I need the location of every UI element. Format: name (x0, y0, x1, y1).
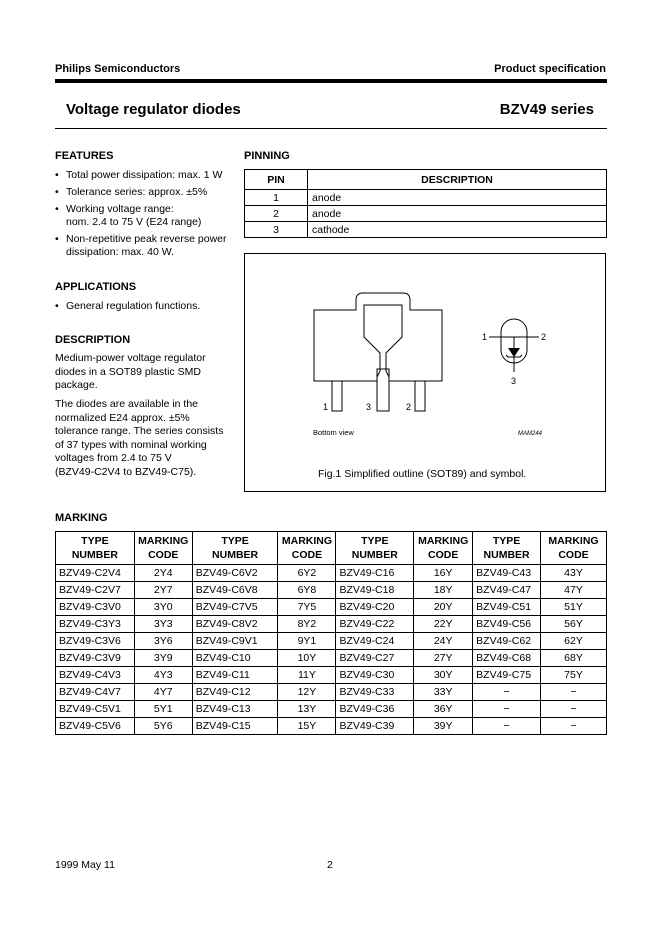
figure-code: MAM244 (518, 431, 543, 437)
table-cell: BZV49-C68 (473, 650, 541, 667)
table-cell: 27Y (414, 650, 473, 667)
table-cell: BZV49-C3V0 (56, 599, 135, 616)
document-type: Product specification (494, 63, 606, 75)
page-title: Voltage regulator diodes (66, 101, 241, 118)
column-header: TYPE NUMBER (56, 532, 135, 565)
table-row (56, 599, 607, 616)
footer-date: 1999 May 11 (55, 859, 115, 871)
pinning-table (244, 169, 607, 238)
table-cell: BZV49-C5V6 (56, 718, 135, 735)
table-cell: 68Y (541, 650, 607, 667)
table-cell: BZV49-C11 (192, 667, 278, 684)
table-cell: 12Y (278, 684, 336, 701)
table-cell: BZV49-C16 (336, 565, 414, 582)
column-header: MARKING CODE (134, 532, 192, 565)
table-cell: 62Y (541, 633, 607, 650)
table-row (56, 684, 607, 701)
table-cell: BZV49-C4V7 (56, 684, 135, 701)
table-cell: BZV49-C43 (473, 565, 541, 582)
table-row (56, 565, 607, 582)
table-cell: 13Y (278, 701, 336, 718)
table-cell: 3Y0 (134, 599, 192, 616)
feature-item: • Total power dissipation: max. 1 W (55, 169, 223, 181)
figure-caption: Fig.1 Simplified outline (SOT89) and symbol. (318, 468, 527, 480)
sot89-outline-diagram (244, 253, 606, 492)
description-column-header: DESCRIPTION (308, 170, 607, 190)
table-row: 2 anode (245, 206, 607, 222)
table-cell: 24Y (414, 633, 473, 650)
table-cell: 2Y7 (134, 582, 192, 599)
table-cell: BZV49-C3Y3 (56, 616, 135, 633)
feature-item: • Working voltage range: nom. 2.4 to 75 V (E24 range) (55, 203, 202, 228)
table-cell: BZV49-C6V2 (192, 565, 278, 582)
list-item: • General regulation functions. (55, 300, 201, 312)
table-cell: 7Y5 (278, 599, 336, 616)
table-cell: 33Y (414, 684, 473, 701)
table-cell: BZV49-C6V8 (192, 582, 278, 599)
symbol-pin-2: 2 (541, 332, 547, 342)
series-title: BZV49 series (499, 101, 594, 118)
marking-heading: MARKING (55, 512, 108, 524)
table-cell: 5Y6 (134, 718, 192, 735)
pin-label-3: 3 (366, 402, 372, 412)
description-paragraph-2: The diodes are available in the normalized E24 approx. ±5% tolerance range. The series consists of 37 types with nominal working voltages from 2.4 to 75 V (BZV49-C2V4 to BZV49-C75). (55, 398, 224, 478)
table-cell: BZV49-C5V1 (56, 701, 135, 718)
table-cell: 8Y2 (278, 616, 336, 633)
description-heading: DESCRIPTION (55, 334, 131, 346)
header-rule-thick (55, 79, 607, 83)
pin-column-header: PIN (245, 170, 308, 190)
figure-box (244, 253, 606, 492)
column-header: TYPE NUMBER (192, 532, 278, 565)
table-cell: − (473, 718, 541, 735)
pinning-heading: PINNING (244, 150, 290, 162)
table-row (56, 701, 607, 718)
table-cell: 43Y (541, 565, 607, 582)
table-cell: 51Y (541, 599, 607, 616)
table-row (56, 650, 607, 667)
table-cell: BZV49-C22 (336, 616, 414, 633)
table-cell: BZV49-C8V2 (192, 616, 278, 633)
table-cell: − (541, 701, 607, 718)
symbol-pin-3: 3 (511, 376, 517, 386)
table-cell: 6Y2 (278, 565, 336, 582)
table-cell: 20Y (414, 599, 473, 616)
column-header: MARKING CODE (541, 532, 607, 565)
diode-triangle-icon (508, 348, 520, 357)
table-cell: 36Y (414, 701, 473, 718)
table-cell: 3Y3 (134, 616, 192, 633)
table-cell: BZV49-C47 (473, 582, 541, 599)
table-cell: 22Y (414, 616, 473, 633)
table-cell: BZV49-C9V1 (192, 633, 278, 650)
table-cell: − (473, 701, 541, 718)
pin-3-lead (377, 369, 389, 411)
table-cell: BZV49-C51 (473, 599, 541, 616)
table-cell: 39Y (414, 718, 473, 735)
symbol-pin-1: 1 (482, 332, 488, 342)
table-cell: 47Y (541, 582, 607, 599)
marking-table (55, 531, 607, 735)
table-cell: BZV49-C36 (336, 701, 414, 718)
bottom-view-label: Bottom view (313, 428, 354, 437)
table-cell: 5Y1 (134, 701, 192, 718)
pin-label-1: 1 (323, 402, 329, 412)
table-cell: 3Y9 (134, 650, 192, 667)
table-cell: 4Y3 (134, 667, 192, 684)
table-cell: BZV49-C62 (473, 633, 541, 650)
table-cell: BZV49-C56 (473, 616, 541, 633)
column-header: TYPE NUMBER (336, 532, 414, 565)
column-header: MARKING CODE (414, 532, 473, 565)
table-row (56, 616, 607, 633)
table-cell: − (541, 684, 607, 701)
table-row (56, 667, 607, 684)
header-rule-thin (55, 128, 607, 129)
table-cell: BZV49-C18 (336, 582, 414, 599)
table-cell: BZV49-C10 (192, 650, 278, 667)
description-paragraph-1: Medium-power voltage regulator diodes in a SOT89 plastic SMD package. (55, 352, 206, 391)
table-cell: 30Y (414, 667, 473, 684)
pin-label-2: 2 (406, 402, 412, 412)
table-cell: BZV49-C13 (192, 701, 278, 718)
applications-heading: APPLICATIONS (55, 281, 137, 293)
table-cell: BZV49-C3V9 (56, 650, 135, 667)
column-header: TYPE NUMBER (473, 532, 541, 565)
table-cell: BZV49-C4V3 (56, 667, 135, 684)
column-header: MARKING CODE (278, 532, 336, 565)
table-cell: BZV49-C27 (336, 650, 414, 667)
pin-2-lead (415, 381, 425, 411)
table-cell: 2Y4 (134, 565, 192, 582)
table-cell: BZV49-C15 (192, 718, 278, 735)
table-cell: 10Y (278, 650, 336, 667)
table-cell: 3Y6 (134, 633, 192, 650)
table-cell: BZV49-C12 (192, 684, 278, 701)
table-cell: 56Y (541, 616, 607, 633)
table-cell: BZV49-C20 (336, 599, 414, 616)
table-cell: 4Y7 (134, 684, 192, 701)
table-cell: − (473, 684, 541, 701)
table-cell: BZV49-C39 (336, 718, 414, 735)
table-cell: 75Y (541, 667, 607, 684)
table-cell: 15Y (278, 718, 336, 735)
table-cell: BZV49-C7V5 (192, 599, 278, 616)
page-number: 2 (327, 859, 333, 871)
table-row: 1 anode (245, 190, 607, 206)
table-cell: 11Y (278, 667, 336, 684)
table-cell: BZV49-C33 (336, 684, 414, 701)
features-list (55, 169, 235, 263)
table-row (56, 718, 607, 735)
feature-item: • Non-repetitive peak reverse power dissipation: max. 40 W. (55, 233, 227, 258)
table-row: 3 cathode (245, 222, 607, 238)
table-cell: BZV49-C2V7 (56, 582, 135, 599)
table-cell: BZV49-C2V4 (56, 565, 135, 582)
table-row (56, 582, 607, 599)
features-heading: FEATURES (55, 150, 114, 162)
table-cell: 9Y1 (278, 633, 336, 650)
package-body (314, 293, 442, 381)
table-cell: 16Y (414, 565, 473, 582)
pin-1-lead (332, 381, 342, 411)
table-cell: 6Y8 (278, 582, 336, 599)
feature-item: • Tolerance series: approx. ±5% (55, 186, 208, 198)
company-name: Philips Semiconductors (55, 63, 181, 75)
table-cell: BZV49-C24 (336, 633, 414, 650)
table-cell: BZV49-C30 (336, 667, 414, 684)
table-cell: BZV49-C75 (473, 667, 541, 684)
applications-list (55, 300, 235, 317)
table-cell: − (541, 718, 607, 735)
table-cell: BZV49-C3V6 (56, 633, 135, 650)
table-row (56, 633, 607, 650)
table-cell: 18Y (414, 582, 473, 599)
